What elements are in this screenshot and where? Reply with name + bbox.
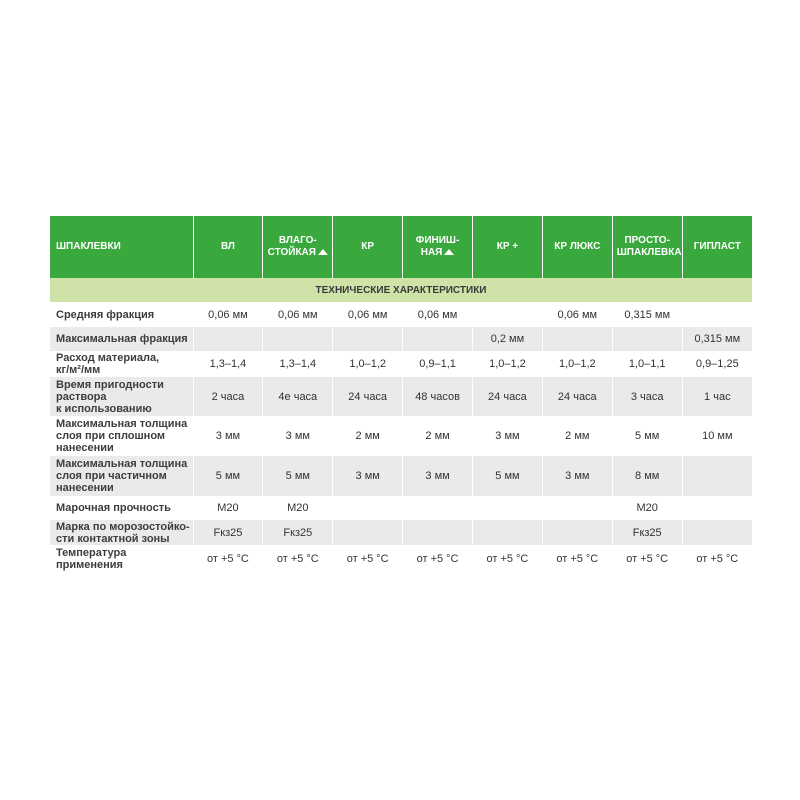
column-header-line: ВЛ (220, 241, 235, 252)
row-label-line: Максимальная толщина (56, 418, 188, 430)
table-cell: 3 мм (263, 416, 333, 456)
table-cell: 3 мм (333, 456, 403, 496)
row-label-line: Время пригодности (56, 378, 164, 391)
row-label-line: слоя при сплошном (56, 430, 166, 442)
row-label-line: применения (56, 558, 123, 571)
table-cell: от +5 °С (542, 545, 612, 572)
table-cell (542, 496, 612, 520)
table-cell (682, 496, 752, 520)
table-cell: 0,06 мм (263, 302, 333, 327)
table-cell: 0,9–1,1 (403, 351, 473, 377)
table-cell (333, 327, 403, 351)
table-cell: 3 часа (612, 377, 682, 416)
table-cell (542, 327, 612, 351)
table-cell (333, 496, 403, 520)
table-cell: 1,0–1,1 (612, 351, 682, 377)
row-label-line: нанесении (56, 482, 114, 494)
table-cell: от +5 °С (403, 545, 473, 572)
table-cell (612, 327, 682, 351)
table-cell: 1,3–1,4 (263, 351, 333, 377)
row-label (50, 496, 193, 520)
column-header-line: КР + (496, 241, 519, 252)
table-cell: от +5 °С (473, 545, 543, 572)
column-header (193, 216, 263, 278)
row-label-line: Марочная прочность (56, 502, 171, 514)
row-label (50, 327, 193, 351)
column-header (403, 216, 473, 278)
table-cell (333, 520, 403, 545)
table-cell: 5 мм (263, 456, 333, 496)
table-row (50, 416, 752, 456)
table-cell: 4е часа (263, 377, 333, 416)
column-header-line: НАЯ (420, 247, 443, 258)
table-cell: 1,0–1,2 (473, 351, 543, 377)
column-header-line-wrap (407, 247, 468, 259)
table-cell: 0,9–1,25 (682, 351, 752, 377)
table-cell: Fкз25 (612, 520, 682, 545)
table-cell: от +5 °С (263, 545, 333, 572)
table-cell: 8 мм (612, 456, 682, 496)
table-row (50, 456, 752, 496)
table-cell: 3 мм (542, 456, 612, 496)
table-cell: 1,3–1,4 (193, 351, 263, 377)
row-label-line: Максимальная фракция (56, 333, 188, 345)
spec-table (50, 216, 752, 572)
column-header (263, 216, 333, 278)
table-cell: 2 часа (193, 377, 263, 416)
column-header-line: ВЛАГО- (278, 235, 317, 246)
table-cell: Fкз25 (263, 520, 333, 545)
row-label (50, 416, 193, 456)
row-label (50, 456, 193, 496)
table-cell: 0,2 мм (473, 327, 543, 351)
table-cell (682, 520, 752, 545)
table-row (50, 302, 752, 327)
table-cell: М20 (612, 496, 682, 520)
table-row (50, 496, 752, 520)
table-cell: 24 часа (333, 377, 403, 416)
table-cell: от +5 °С (193, 545, 263, 572)
mountain-icon (318, 249, 328, 255)
table-cell: 5 мм (193, 456, 263, 496)
column-header-line: ШПАКЛЕВКА (616, 247, 682, 258)
table-cell (403, 496, 473, 520)
table-cell (682, 302, 752, 327)
column-header (333, 216, 403, 278)
table-cell: 0,315 мм (682, 327, 752, 351)
row-label-line: раствора (56, 390, 107, 403)
column-header (473, 216, 543, 278)
table-cell: 1,0–1,2 (542, 351, 612, 377)
table-cell: 3 мм (473, 416, 543, 456)
table-cell: М20 (263, 496, 333, 520)
table-cell: 48 часов (403, 377, 473, 416)
table-row (50, 377, 752, 416)
spec-table-container (50, 216, 752, 572)
row-label-line: кг/м²/мм (56, 364, 101, 376)
column-header-line: ГИПЛАСТ (693, 241, 741, 252)
header-label (50, 216, 193, 278)
row-label-line: к использованию (56, 402, 152, 415)
table-cell (682, 456, 752, 496)
table-cell (473, 302, 543, 327)
table-cell (403, 520, 473, 545)
table-cell: 5 мм (473, 456, 543, 496)
table-cell: от +5 °С (682, 545, 752, 572)
table-row (50, 351, 752, 377)
table-cell: 24 часа (542, 377, 612, 416)
column-header-line: ШПАКЛЕВКИ (56, 241, 121, 252)
table-row (50, 327, 752, 351)
column-header-line: КР (361, 241, 375, 252)
column-header-line: СТОЙКАЯ (267, 247, 316, 258)
table-cell: 24 часа (473, 377, 543, 416)
table-cell: 2 мм (542, 416, 612, 456)
row-label-line: сти контактной зоны (56, 532, 170, 545)
table-cell (193, 327, 263, 351)
table-cell: 3 мм (403, 456, 473, 496)
table-cell: 5 мм (612, 416, 682, 456)
table-cell: 0,06 мм (193, 302, 263, 327)
table-cell: 0,315 мм (612, 302, 682, 327)
column-header (542, 216, 612, 278)
table-cell: 3 мм (193, 416, 263, 456)
table-cell: 0,06 мм (333, 302, 403, 327)
table-cell: 1 час (682, 377, 752, 416)
table-cell: 2 мм (333, 416, 403, 456)
mountain-icon (444, 249, 454, 255)
row-label (50, 545, 193, 572)
section-row (50, 278, 752, 302)
header-row (50, 216, 752, 278)
column-header (612, 216, 682, 278)
table-cell: Fкз25 (193, 520, 263, 545)
table-cell (473, 520, 543, 545)
row-label-line: нанесении (56, 442, 114, 454)
table-cell: М20 (193, 496, 263, 520)
table-row (50, 520, 752, 545)
table-cell: 1,0–1,2 (333, 351, 403, 377)
table-cell: 2 мм (403, 416, 473, 456)
column-header-line-wrap (267, 247, 328, 259)
row-label-line: Марка по морозостойко- (56, 520, 190, 533)
row-label-line: Максимальная толщина (56, 458, 188, 470)
table-row (50, 545, 752, 572)
table-cell (403, 327, 473, 351)
row-label (50, 302, 193, 327)
table-cell: 10 мм (682, 416, 752, 456)
row-label-line: Расход материала, (56, 352, 160, 364)
row-label-line: Температура (56, 546, 127, 559)
column-header-line: ФИНИШ- (415, 235, 460, 246)
section-title: ТЕХНИЧЕСКИЕ ХАРАКТЕРИСТИКИ (50, 278, 752, 302)
column-header-line: КР ЛЮКС (554, 241, 601, 252)
row-label (50, 351, 193, 377)
row-label-line: Средняя фракция (56, 308, 155, 321)
table-cell (542, 520, 612, 545)
row-label-line: слоя при частичном (56, 470, 167, 482)
table-cell: от +5 °С (612, 545, 682, 572)
column-header (682, 216, 752, 278)
column-header-line: ПРОСТО- (624, 235, 670, 246)
table-cell: 0,06 мм (403, 302, 473, 327)
table-cell (263, 327, 333, 351)
table-cell: от +5 °С (333, 545, 403, 572)
row-label (50, 377, 193, 416)
table-cell: 0,06 мм (542, 302, 612, 327)
table-cell (473, 496, 543, 520)
row-label (50, 520, 193, 545)
